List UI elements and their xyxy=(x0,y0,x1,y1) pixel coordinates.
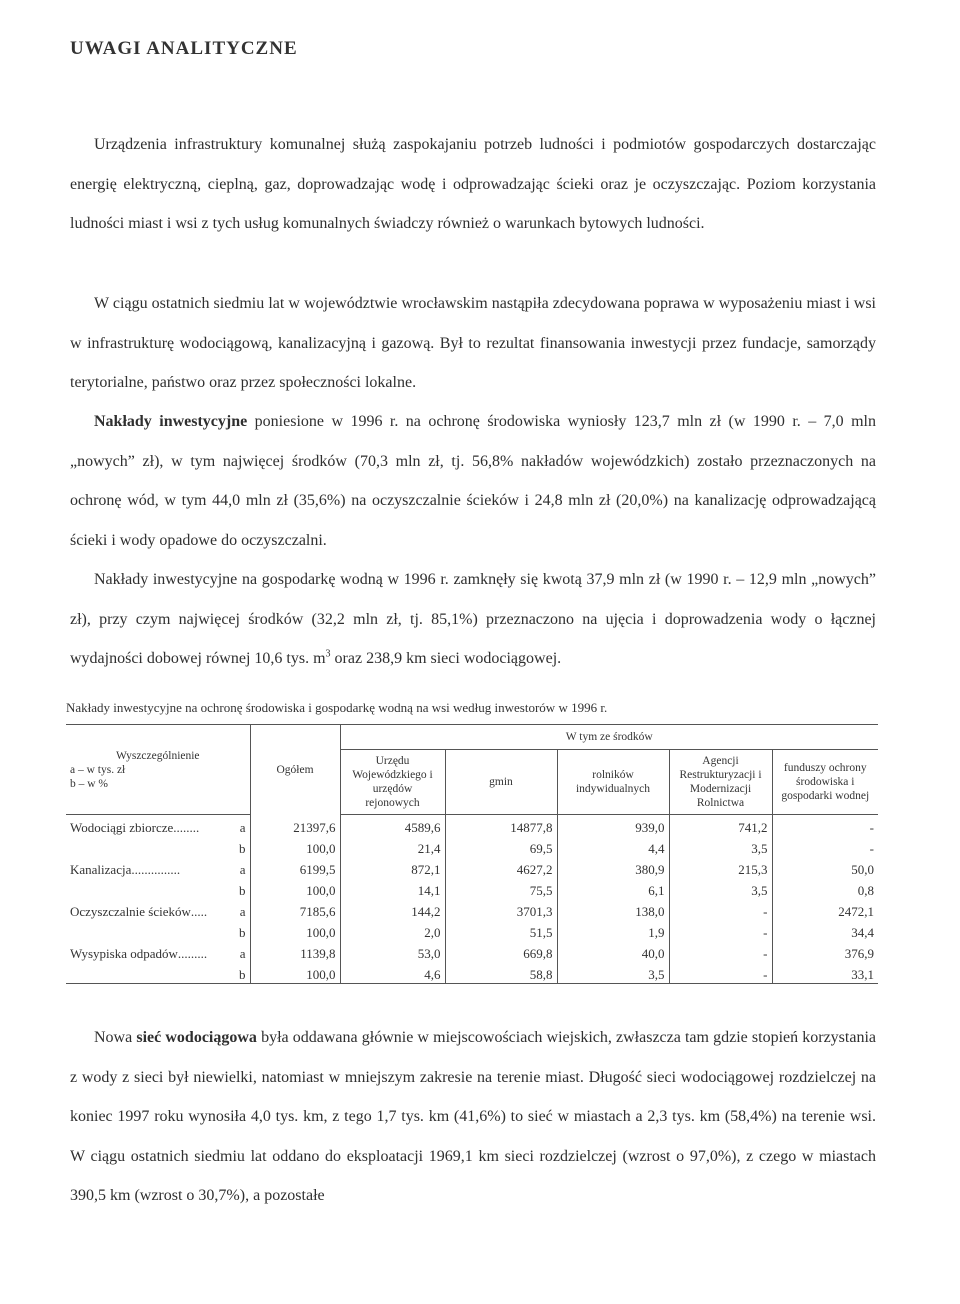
row-sub-label: a xyxy=(239,946,246,961)
row-label xyxy=(66,899,250,920)
table-cell: 3,5 xyxy=(669,878,772,899)
stub-b: b – w % xyxy=(70,777,109,790)
leader-dots: ........ xyxy=(173,820,200,835)
stub-title: Wyszczególnienie xyxy=(115,749,200,762)
table-cell: 58,8 xyxy=(445,962,557,984)
table-row xyxy=(66,899,878,920)
table-cell: 14877,8 xyxy=(445,815,557,837)
table-cell: 69,5 xyxy=(445,836,557,857)
table-row xyxy=(66,962,878,984)
table-cell: - xyxy=(669,941,772,962)
leader-dots: ......... xyxy=(177,946,208,961)
paragraph-environment-investment xyxy=(70,402,876,560)
table-cell: 100,0 xyxy=(250,836,340,857)
row-label xyxy=(66,857,250,878)
paragraph-improvement-text: W ciągu ostatnich siedmiu lat w województwie wrocławskim nastąpiła zdecydowana poprawa w wyposażeniu miast i wsi w infrastrukturę wodociągową, kanalizacyjną i gazową. Był to rezultat finansowania inwestycji przez fundacje, samorządy terytorialne, państwo oraz przez społeczności lokalne. xyxy=(70,295,876,391)
leader-dots: ..... xyxy=(190,904,208,919)
row-label xyxy=(66,878,250,899)
table-cell: - xyxy=(869,820,874,835)
table-cell: 6,1 xyxy=(557,878,669,899)
row-label xyxy=(66,836,250,857)
table-cell: 2,0 xyxy=(340,920,445,941)
table-cell: 669,8 xyxy=(445,941,557,962)
table-row xyxy=(66,878,878,899)
page-heading: UWAGI ANALITYCZNE xyxy=(70,38,298,59)
table-cell: 3701,3 xyxy=(445,899,557,920)
row-label-text: Oczyszczalnie ścieków xyxy=(70,904,191,919)
row-sub-label: b xyxy=(239,883,246,898)
stub-header xyxy=(66,725,250,815)
table-cell: - xyxy=(669,899,772,920)
col-header-funds: funduszy ochrony środowiska i gospodarki wodnej xyxy=(772,750,878,815)
table-cell: - xyxy=(869,841,874,856)
bold-term: sieć wodociągowa xyxy=(136,1029,257,1046)
paragraph-intro-text: Urządzenia infrastruktury komunalnej służą zaspokajaniu potrzeb ludności i podmiotów gospodarczych dostarczając energię elektryczną, cieplną, gaz, doprowadzając wodę i odprowadzając ścieki oraz je oczyszczając. Poziom korzystania ludności miast i wsi z tych usług komunalnych świadczy również o warunkach bytowych ludności. xyxy=(70,136,876,232)
table-row xyxy=(66,941,878,962)
col-header-voivodeship: Urzędu Wojewódzkiego i urzędów rejonowych xyxy=(340,750,445,815)
table-cell: 741,2 xyxy=(669,815,772,837)
paragraph-water-investment-text: Nakłady inwestycyjne na gospodarkę wodną w 1996 r. zamknęły się kwotą 37,9 mln zł (w 1990 r. – 12,9 mln „nowych” zł), przy czym najwięcej środków (32,2 mln zł, tj. 85,1%) przeznaczono na ujęcia i doprowadzenia wody o łącznej wydajności dobowej równej 10,6 tys. m xyxy=(70,571,876,667)
paragraph-water-investment xyxy=(70,560,876,679)
table-cell: 4627,2 xyxy=(445,857,557,878)
table-cell: 7185,6 xyxy=(250,899,340,920)
table-row xyxy=(66,815,878,837)
table-cell: 40,0 xyxy=(557,941,669,962)
row-label xyxy=(66,962,250,984)
table-cell: 33,1 xyxy=(772,962,878,984)
paragraph-water-network-pre: Nowa xyxy=(94,1029,137,1046)
table-cell: 3,5 xyxy=(669,836,772,857)
paragraph-water-network xyxy=(70,1018,876,1216)
row-label-text: Wysypiska odpadów xyxy=(70,946,178,961)
table-cell: 21397,6 xyxy=(250,815,340,837)
col-header-agency: Agencji Restrukturyzacji i Modernizacji Rolnictwa xyxy=(669,750,772,815)
table-cell: 14,1 xyxy=(340,878,445,899)
row-sub-label: a xyxy=(239,904,246,919)
row-sub-label: b xyxy=(239,925,246,940)
table-cell: 144,2 xyxy=(340,899,445,920)
col-header-total: Ogółem xyxy=(250,725,340,815)
table-cell: 138,0 xyxy=(557,899,669,920)
table-cell: 75,5 xyxy=(445,878,557,899)
table-cell: 6199,5 xyxy=(250,857,340,878)
table-cell: 380,9 xyxy=(557,857,669,878)
row-label-text: Kanalizacja xyxy=(70,862,132,877)
table-cell: 872,1 xyxy=(340,857,445,878)
paragraph-improvement xyxy=(70,284,876,403)
table-cell: - xyxy=(669,962,772,984)
table-cell: 4,4 xyxy=(557,836,669,857)
paragraph-water-investment-tail: oraz 238,9 km sieci wodociągowej. xyxy=(330,650,562,667)
table-caption: Nakłady inwestycyjne na ochronę środowiska i gospodarkę wodną na wsi według inwestorów w 1996 r. xyxy=(66,700,608,715)
row-label-text: Wodociągi zbiorcze xyxy=(70,820,174,835)
table-cell: 100,0 xyxy=(250,920,340,941)
table-cell: 4,6 xyxy=(340,962,445,984)
table-cell: 4589,6 xyxy=(340,815,445,837)
table-cell: 0,8 xyxy=(857,883,874,898)
paragraph-intro xyxy=(70,125,876,244)
table-cell: 51,5 xyxy=(445,920,557,941)
stub-a: a – w tys. zł xyxy=(70,763,126,776)
table-cell: 3,5 xyxy=(557,962,669,984)
table-cell: 376,9 xyxy=(844,946,874,961)
row-sub-label: a xyxy=(239,820,246,835)
table-cell: 53,0 xyxy=(340,941,445,962)
table-cell: - xyxy=(669,920,772,941)
table-cell: 50,0 xyxy=(851,862,874,877)
row-label xyxy=(66,941,250,962)
table-row xyxy=(66,836,878,857)
bold-term: Nakłady inwestycyjne xyxy=(94,413,248,430)
leader-dots: ............... xyxy=(131,862,181,877)
investment-table xyxy=(66,724,878,984)
table-cell: 100,0 xyxy=(250,878,340,899)
paragraph-water-network-text: była oddawana głównie w miejscowościach wiejskich, zwłaszcza tam gdzie stopień korzystania z wody z sieci był niewielki, natomiast w mniejszym zakresie na terenie miast. Długość sieci wodociągowej rozdzielczej na koniec 1997 roku wynosiła 4,0 tys. km, z tego 1,7 tys. km (41,6%) to sieć w miastach a 2,3 tys. km (58,4%) na terenie wsi. W ciągu ostatnich siedmiu lat oddano do eksploatacji 1969,1 km sieci rozdzielczej (wzrost o 97,0%), z czego w miastach 390,5 km (wzrost o 30,7%), a pozostałe xyxy=(70,1029,877,1204)
row-sub-label: a xyxy=(239,862,246,877)
group-header: W tym ze środków xyxy=(340,725,878,750)
table-cell: 1,9 xyxy=(557,920,669,941)
table-cell: 34,4 xyxy=(851,925,874,940)
table-cell: 100,0 xyxy=(250,962,340,984)
table-row xyxy=(66,920,878,941)
table-row xyxy=(66,857,878,878)
col-header-farmers: rolników indywidualnych xyxy=(557,750,669,815)
table-cell: 1139,8 xyxy=(250,941,340,962)
superscript: 3 xyxy=(325,648,331,660)
row-sub-label: b xyxy=(239,841,246,856)
table-cell: 2472,1 xyxy=(838,904,874,919)
table-cell: 215,3 xyxy=(669,857,772,878)
row-sub-label: b xyxy=(239,967,246,982)
col-header-gmin: gmin xyxy=(445,750,557,815)
paragraph-environment-investment-text: poniesione w 1996 r. na ochronę środowiska wyniosły 123,7 mln zł (w 1990 r. – 7,0 mln „nowych” zł), w tym najwięcej środków (70,3 mln zł, tj. 56,8% nakładów wojewódzkich) zostało przeznaczonych na ochronę wód, w tym 44,0 mln zł (35,6%) na oczyszczalnie ścieków i 24,8 mln zł (20,0%) na kanalizację odprowadzającą ścieki i wody opadowe do oczyszczalni. xyxy=(70,413,876,549)
table-cell: 939,0 xyxy=(557,815,669,837)
row-label xyxy=(66,920,250,941)
table-cell: 21,4 xyxy=(340,836,445,857)
row-label xyxy=(66,815,250,837)
